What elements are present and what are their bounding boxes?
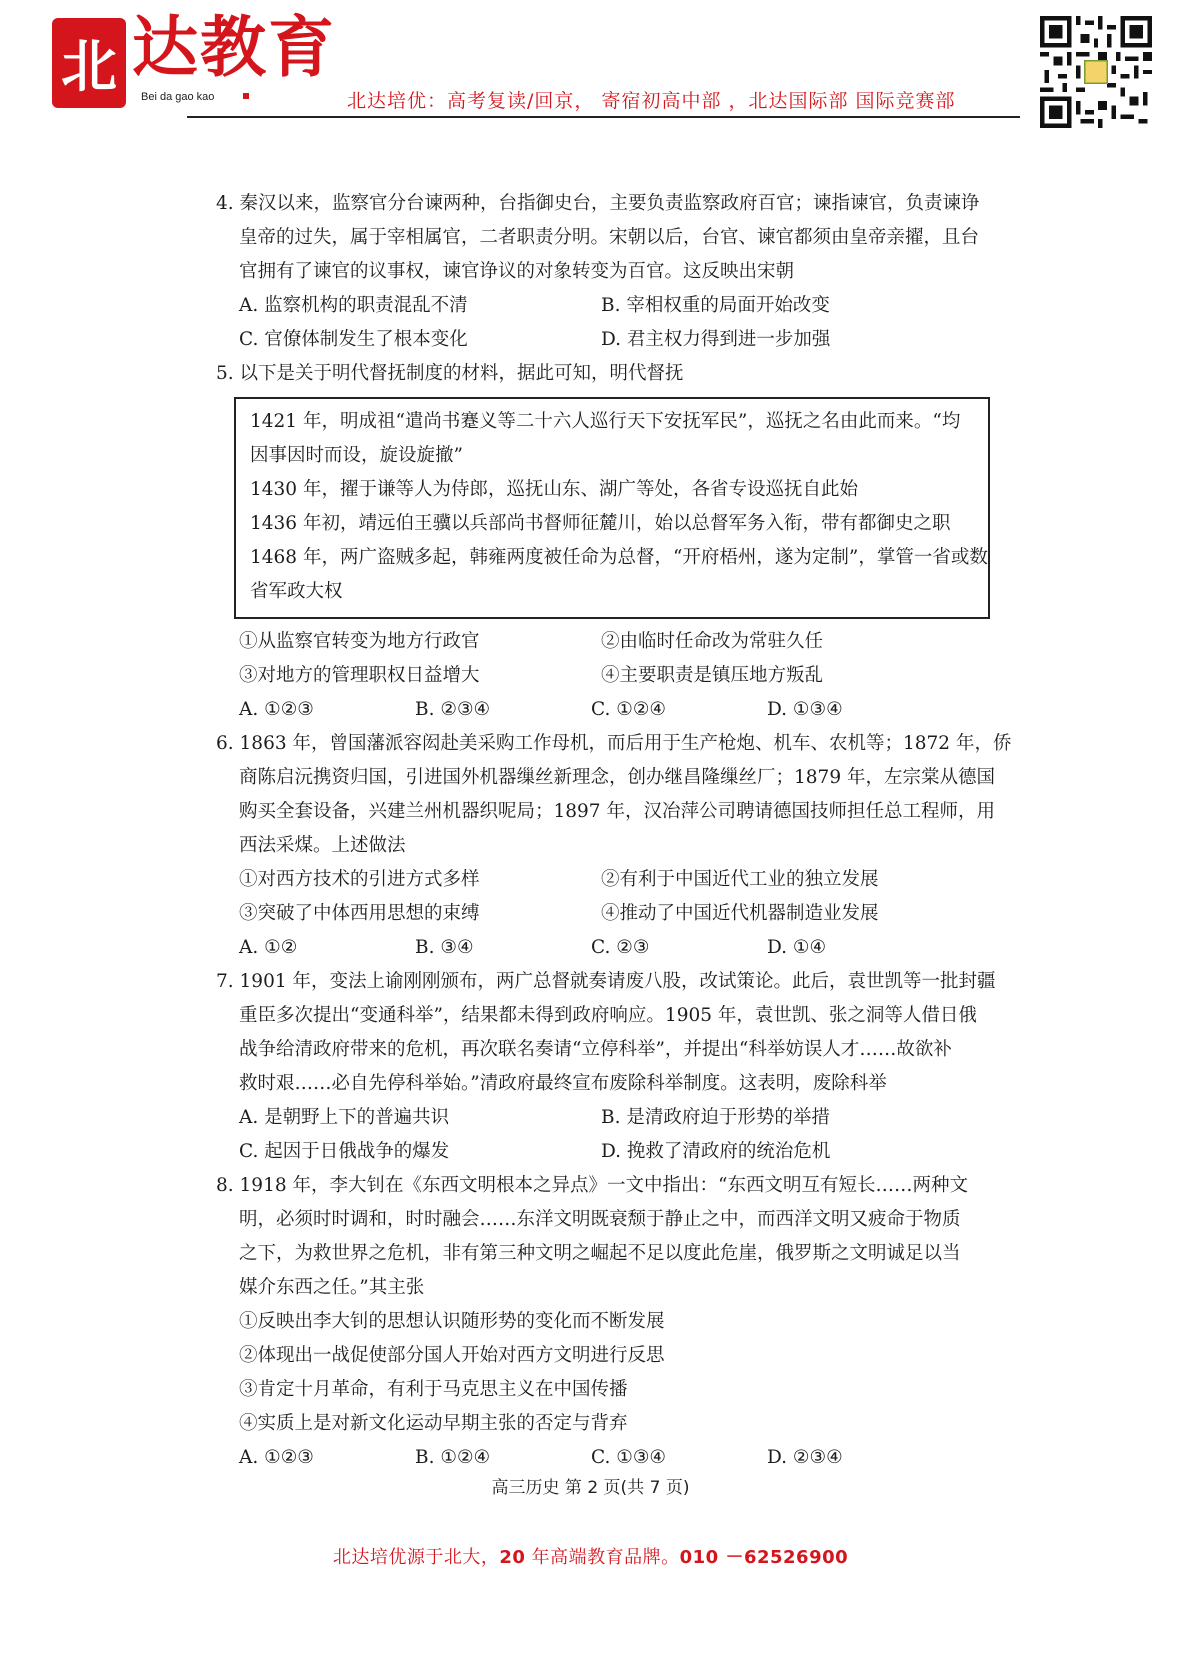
statement-4: ④主要职责是镇压地方叛乱 — [601, 665, 824, 686]
question-stem-line: 西法采煤。上述做法 — [239, 835, 406, 856]
statements — [216, 625, 976, 659]
answer-options — [216, 931, 976, 965]
statement-2: ②体现出一战促使部分国人开始对西方文明进行反思 — [239, 1345, 665, 1366]
brand-dot — [243, 93, 249, 99]
question-stem-line: 8. 1918 年，李大钊在《东西文明根本之异点》一文中指出：“东西文明互有短长……两种文 — [216, 1175, 968, 1196]
material-line: 因事因时而设，旋设旋撤” — [250, 445, 463, 466]
qr-code-icon — [1040, 16, 1152, 128]
question-stem-line: 官拥有了谏官的议事权，谏官诤议的对象转变为百官。这反映出宋朝 — [239, 261, 795, 282]
answer-options — [216, 1441, 976, 1475]
statement-3: ③对地方的管理职权日益增大 — [239, 665, 480, 686]
option-d: D. 挽救了清政府的统治危机 — [601, 1141, 831, 1162]
footer-brand-text-2: 年高端教育品牌。 — [525, 1547, 680, 1568]
statement-3: ③突破了中体西用思想的束缚 — [239, 903, 480, 924]
option-a: A. ①② — [239, 937, 298, 958]
option-a: A. 监察机构的职责混乱不清 — [239, 295, 468, 316]
statement-4: ④推动了中国近代机器制造业发展 — [601, 903, 879, 924]
question-4 — [216, 187, 980, 357]
statements — [216, 659, 976, 693]
material-line: 1421 年，明成祖“遣尚书蹇义等二十六人巡行天下安抚军民”，巡抚之名由此而来。“均 — [250, 411, 961, 432]
option-b: B. ②③④ — [415, 699, 491, 720]
footer-phone: 010 －62526900 — [679, 1547, 849, 1568]
page-number: 高三历史 第 2 页(共 7 页) — [491, 1478, 690, 1498]
option-b: B. 宰相权重的局面开始改变 — [601, 295, 830, 316]
answer-options — [216, 1101, 976, 1135]
question-stem-line: 战争给清政府带来的危机，再次联名奏请“立停科举”，并提出“科举妨误人才……故欲补 — [239, 1039, 952, 1060]
answer-options — [216, 323, 976, 357]
question-8 — [216, 1169, 976, 1475]
material-line: 1468 年，两广盗贼多起，韩雍两度被任命为总督，“开府梧州，遂为定制”，掌管一省或数 — [250, 547, 988, 568]
brand-pinyin: Bei da gao kao — [141, 91, 215, 103]
option-c: C. ②③ — [591, 937, 650, 958]
header-divider — [187, 116, 1020, 118]
option-c: C. ①③④ — [591, 1447, 667, 1468]
question-stem-line: 7. 1901 年，变法上谕刚刚颁布，两广总督就奏请废八股，改试策论。此后，袁世凯等一批封疆 — [216, 971, 996, 992]
option-c: C. 官僚体制发生了根本变化 — [239, 329, 468, 350]
option-b: B. 是清政府迫于形势的举措 — [601, 1107, 830, 1128]
exam-content — [216, 187, 1012, 1475]
statement-2: ②由临时任命改为常驻久任 — [601, 631, 824, 652]
option-a: A. ①②③ — [239, 699, 314, 720]
option-b: B. ③④ — [415, 937, 474, 958]
question-5 — [216, 357, 988, 727]
statement-3: ③肯定十月革命，有利于马克思主义在中国传播 — [239, 1379, 628, 1400]
answer-options — [216, 289, 976, 323]
question-stem-line: 商陈启沅携资归国，引进国外机器缫丝新理念，创办继昌隆缫丝厂；1879 年，左宗棠从德国 — [239, 767, 995, 788]
option-c: C. ①②④ — [591, 699, 667, 720]
material-line: 1436 年初，靖远伯王骥以兵部尚书督师征麓川，始以总督军务入衔，带有都御史之职 — [250, 513, 951, 534]
option-d: D. 君主权力得到进一步加强 — [601, 329, 831, 350]
question-7 — [216, 965, 996, 1169]
option-b: B. ①②④ — [415, 1447, 491, 1468]
question-stem-line: 皇帝的过失，属于宰相属官，二者职责分明。宋朝以后，台官、谏官都须由皇帝亲擢，且台 — [239, 227, 980, 248]
statement-2: ②有利于中国近代工业的独立发展 — [601, 869, 879, 890]
logo-glyph: 北 — [61, 35, 117, 100]
statement-1: ①反映出李大钊的思想认识随形势的变化而不断发展 — [239, 1311, 665, 1332]
question-stem-line: 明，必须时时调和，时时融会……东洋文明既衰颓于静止之中，而西洋文明又疲命于物质 — [239, 1209, 961, 1230]
option-a: A. 是朝野上下的普遍共识 — [239, 1107, 450, 1128]
brand-logo — [52, 18, 126, 108]
option-d: D. ②③④ — [767, 1447, 843, 1468]
brand-name: 达教育 — [132, 8, 336, 86]
material-line: 1430 年，擢于谦等人为侍郎，巡抚山东、湖广等处，各省专设巡抚自此始 — [250, 479, 858, 500]
question-6 — [216, 727, 1012, 965]
material-box — [234, 397, 990, 619]
answer-options — [216, 693, 976, 727]
question-stem-line: 5. 以下是关于明代督抚制度的材料，据此可知，明代督抚 — [216, 363, 684, 384]
answer-options — [216, 1135, 976, 1169]
question-stem-line: 重臣多次提出“变通科举”，结果都未得到政府响应。1905 年，袁世凯、张之洞等人借日俄 — [239, 1005, 977, 1026]
question-stem-line: 救时艰……必自先停科举始。”清政府最终宣布废除科举制度。这表明，废除科举 — [239, 1073, 887, 1094]
option-d: D. ①③④ — [767, 699, 843, 720]
footer-years: 20 — [499, 1547, 526, 1568]
question-stem-line: 4. 秦汉以来，监察官分台谏两种，台指御史台，主要负责监察政府百官；谏指谏官，负责谏诤 — [216, 193, 980, 214]
option-d: D. ①④ — [767, 937, 827, 958]
material-line: 省军政大权 — [250, 581, 343, 602]
option-c: C. 起因于日俄战争的爆发 — [239, 1141, 450, 1162]
question-stem-line: 媒介东西之任。”其主张 — [239, 1277, 425, 1298]
statements — [216, 863, 976, 897]
footer-brand — [0, 1543, 1181, 1569]
option-a: A. ①②③ — [239, 1447, 314, 1468]
statement-4: ④实质上是对新文化运动早期主张的否定与背弃 — [239, 1413, 628, 1434]
statements — [216, 897, 976, 931]
question-stem-line: 购买全套设备，兴建兰州机器织呢局；1897 年，汉冶萍公司聘请德国技师担任总工程师，用 — [239, 801, 995, 822]
statement-1: ①从监察官转变为地方行政官 — [239, 631, 480, 652]
question-stem-line: 6. 1863 年，曾国藩派容闳赴美采购工作母机，而后用于生产枪炮、机车、农机等；1872 年，侨 — [216, 733, 1012, 754]
header-tagline: 北达培优：高考复读/回京， 寄宿初高中部 ，北达国际部 国际竞赛部 — [347, 90, 956, 112]
question-stem-line: 之下，为救世界之危机，非有第三种文明之崛起不足以度此危崖，俄罗斯之文明诚足以当 — [239, 1243, 961, 1264]
footer-brand-text: 北达培优源于北大， — [332, 1547, 500, 1568]
statement-1: ①对西方技术的引进方式多样 — [239, 869, 480, 890]
